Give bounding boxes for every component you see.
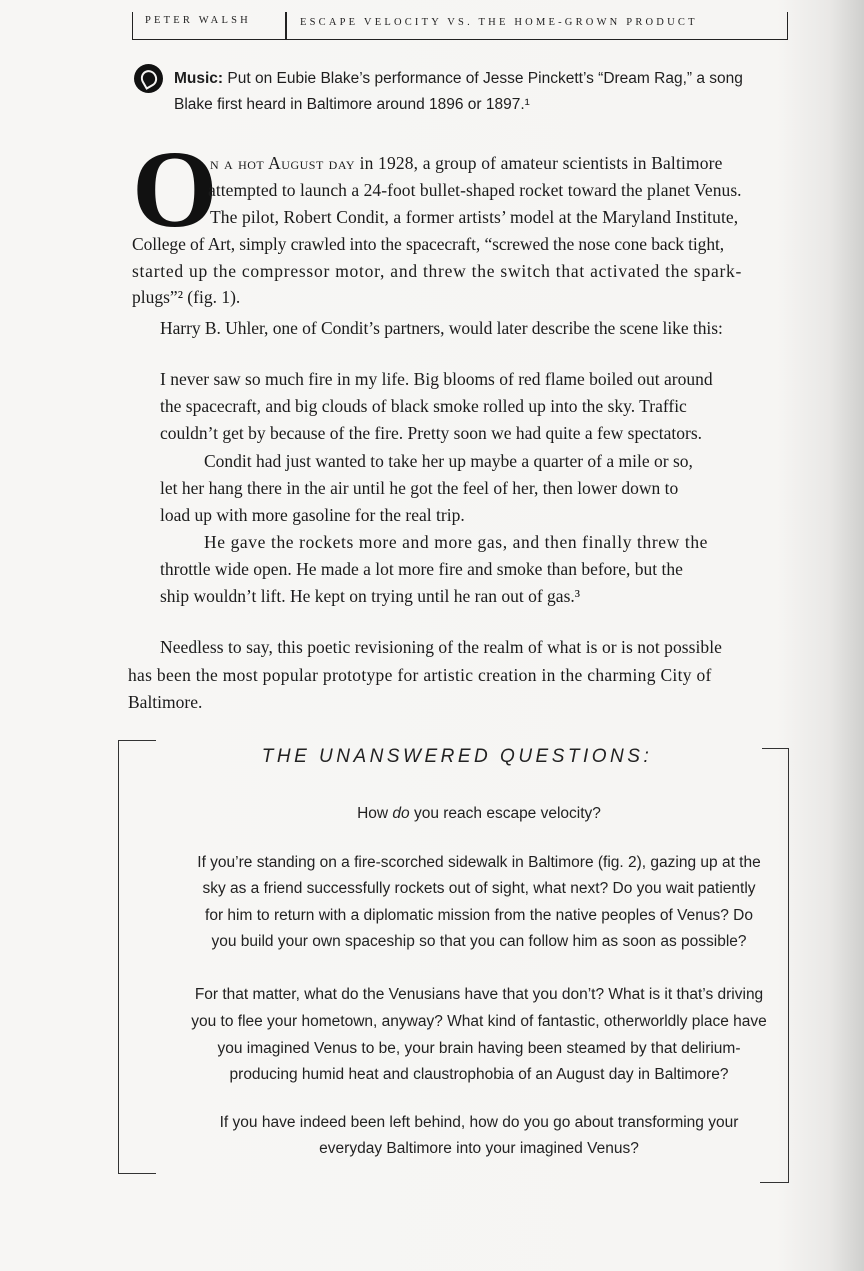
question-3-line-4: producing humid heat and claustrophobia of an August day in Baltimore? [229, 1066, 729, 1083]
question-4-line-1: If you have indeed been left behind, how do you go about transforming your [219, 1114, 739, 1131]
running-header [132, 12, 788, 40]
quote-line-7: He gave the rockets more and more gas, and then finally threw the [204, 532, 709, 552]
drop-cap: O [132, 128, 218, 250]
header-author: PETER WALSH [145, 15, 251, 26]
opening-smallcaps: n a hot August day [210, 153, 356, 173]
music-line-2: Blake first heard in Baltimore around 1896 or 1897.¹ [174, 96, 530, 113]
question-1-emphasis: do [392, 805, 410, 822]
quote-line-1: I never saw so much fire in my life. Big blooms of red flame boiled out around [160, 369, 713, 389]
box-bracket-left-bottom [118, 1173, 156, 1174]
question-4-line-2: everyday Baltimore into your imagined Venus? [319, 1140, 639, 1157]
quote-line-6: load up with more gasoline for the real trip. [160, 505, 465, 525]
box-bracket-left [118, 740, 119, 1174]
quote-line-2: the spacecraft, and big clouds of black smoke rolled up into the sky. Traffic [160, 396, 687, 416]
question-1 [120, 805, 788, 823]
opening-line-5: started up the compressor motor, and threw the switch that activated the spark- [132, 261, 743, 281]
music-line-1: Put on Eubie Blake’s performance of Jesse Pinckett’s “Dream Rag,” a song [223, 70, 743, 87]
music-label: Music: [174, 70, 224, 87]
closing-line-3: Baltimore. [128, 692, 203, 712]
music-text [174, 66, 794, 118]
question-3-line-1: For that matter, what do the Venusians have that you don’t? What is it that’s driving [194, 986, 764, 1003]
header-divider [285, 12, 287, 39]
quote-line-4: Condit had just wanted to take her up maybe a quarter of a mile or so, [204, 451, 693, 471]
music-note-icon [134, 64, 163, 93]
question-2-line-1: If you’re standing on a fire-scorched sidewalk in Baltimore (fig. 2), gazing up at the [197, 854, 761, 871]
question-1-pre: How [357, 805, 393, 822]
opening-line-1-rest: in 1928, a group of amateur scientists in Baltimore [355, 153, 723, 173]
question-3-line-3: you imagined Venus to be, your brain having been steamed by that delirium- [217, 1040, 741, 1057]
quote-line-3: couldn’t get by because of the fire. Pretty soon we had quite a few spectators. [160, 423, 703, 443]
box-bracket-left-top [118, 740, 156, 741]
opening-line-7: Harry B. Uhler, one of Condit’s partners, would later describe the scene like this: [160, 318, 723, 338]
question-1-post: you reach escape velocity? [409, 805, 601, 822]
closing-line-1: Needless to say, this poetic revisioning of the realm of what is or is not possible [160, 637, 722, 657]
box-bracket-right-bottom [760, 1182, 789, 1183]
header-chapter-title: ESCAPE VELOCITY VS. THE HOME-GROWN PRODUCT [300, 17, 698, 28]
quote-line-9: ship wouldn’t lift. He kept on trying until he ran out of gas.³ [160, 586, 581, 606]
opening-line-3: The pilot, Robert Condit, a former artists’ model at the Maryland Institute, [210, 207, 739, 227]
opening-line-2: attempted to launch a 24-foot bullet-shaped rocket toward the planet Venus. [208, 180, 742, 200]
closing-line-2: has been the most popular prototype for artistic creation in the charming City of [128, 665, 712, 685]
opening-line-4: College of Art, simply crawled into the spacecraft, “screwed the nose cone back tight, [132, 234, 725, 254]
question-2-line-2: sky as a friend successfully rockets out of sight, what next? Do you wait patiently [202, 880, 756, 897]
box-bracket-right [788, 748, 789, 1183]
questions-title: THE UNANSWERED QUESTIONS: [261, 746, 653, 767]
quote-line-5: let her hang there in the air until he got the feel of her, then lower down to [160, 478, 679, 498]
question-3-line-2: you to flee your hometown, anyway? What kind of fantastic, otherworldly place have [191, 1013, 767, 1030]
opening-line-1 [210, 153, 723, 174]
question-2-line-3: for him to return with a diplomatic mission from the native peoples of Venus? Do [205, 907, 753, 924]
opening-line-6: plugs”² (fig. 1). [132, 287, 241, 307]
quote-line-8: throttle wide open. He made a lot more fire and smoke than before, but the [160, 559, 683, 579]
question-2-line-4: you build your own spaceship so that you can follow him as soon as possible? [211, 933, 747, 950]
